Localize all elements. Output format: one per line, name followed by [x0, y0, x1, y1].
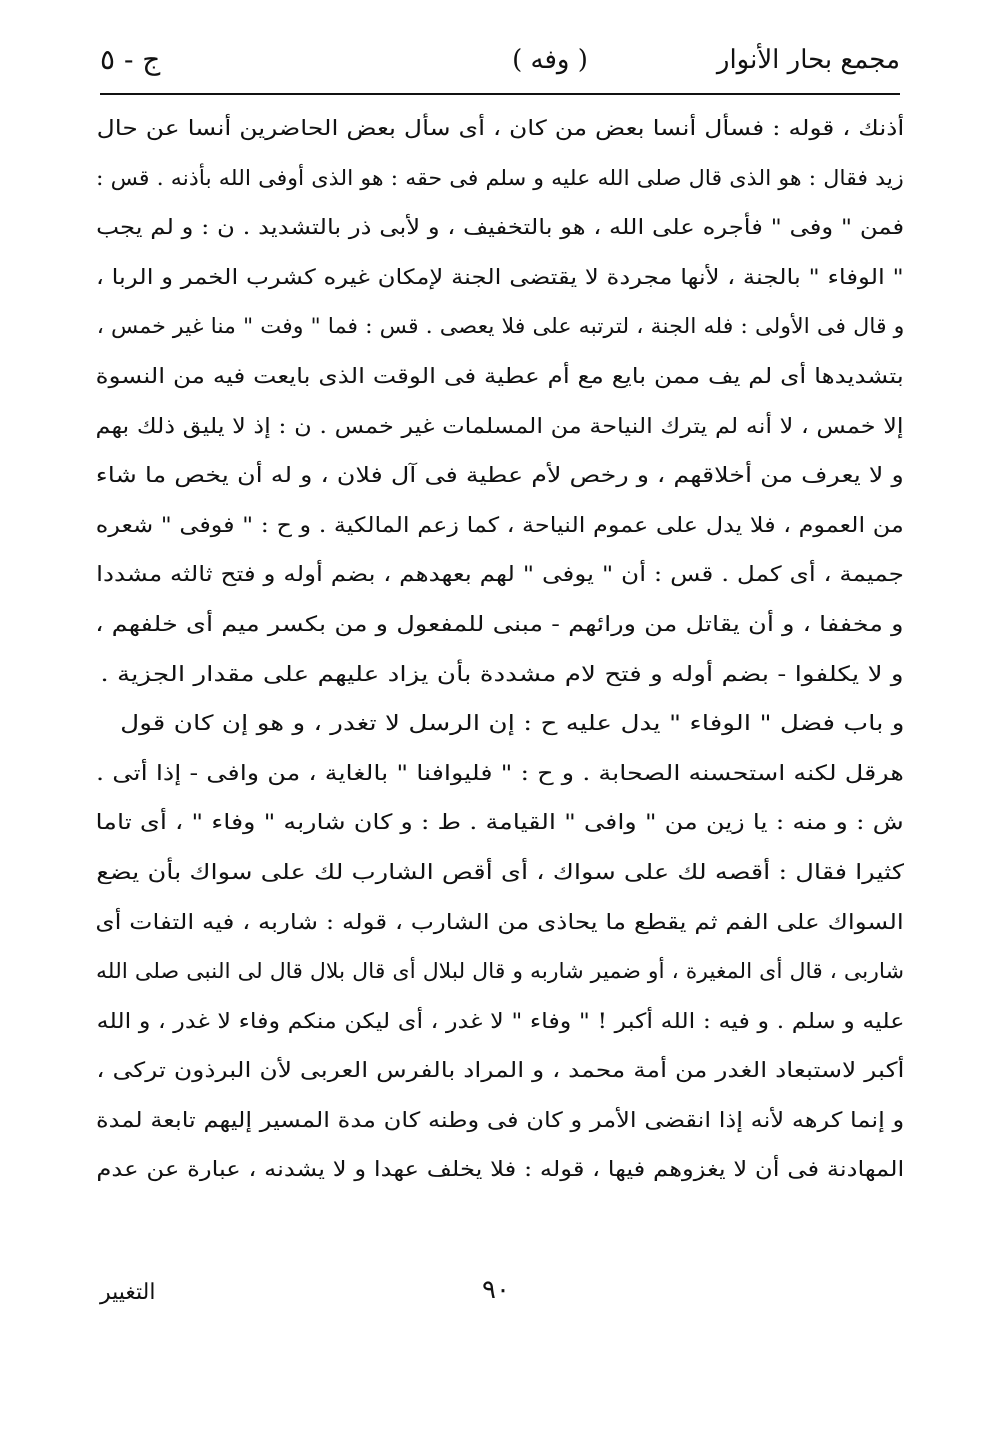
text-line: فمن " وفى " فأجره على الله ، هو بالتخفيف ، و لأبى ذر بالتشديد . ن : و لم يجب — [96, 215, 904, 240]
text-line: كثيرا فقال : أقصه لك على سواك ، أى أقص الشارب لك على سواك بأن يضع — [96, 859, 904, 884]
text-line: من العموم ، فلا يدل على عموم النياحة ، كما زعم المالكية . و ح : " فوفى " شعره — [96, 512, 904, 537]
text-line: ش : و منه : يا زين من " وافى " القيامة . ط : و كان شاربه " وفاء " ، أى تاما — [96, 810, 904, 835]
text-line: و لا يعرف من أخلاقهم ، و رخص لأم عطية فى آل فلان ، و له أن يخص ما شاء — [96, 463, 904, 488]
text-line: " الوفاء " بالجنة ، لأنها مجردة لا يقتضى الجنة لإمكان غيره كشرب الخمر و الربا ، — [96, 264, 904, 289]
text-line: السواك على الفم ثم يقطع ما يحاذى من الشارب ، قوله : شاربه ، فيه التفات أى — [96, 909, 904, 934]
text-line: المهادنة فى أن لا يغزوهم فيها ، قوله : فلا يخلف عهدا و لا يشدنه ، عبارة عن عدم — [96, 1157, 904, 1182]
main-text — [96, 104, 904, 1195]
text-line: بتشديدها أى لم يف ممن بايع مع أم عطية فى الوقت الذى بايعت فيه من النسوة — [96, 363, 904, 388]
catchword: التغيير — [100, 1280, 156, 1305]
page-number: ٩٠ — [482, 1275, 510, 1305]
text-line: أذنك ، قوله : فسأل أنسا بعض من كان ، أى سأل بعض الحاضرين أنسا عن حال — [96, 116, 904, 140]
text-line: أكبر لاستبعاد الغدر من أمة محمد ، و المراد بالفرس العربى لأن البرذون تركى ، — [96, 1058, 904, 1083]
text-line: إلا خمس ، لا أنه لم يترك النياحة من المسلمات غير خمس . ن : إذ لا يليق ذلك بهم — [96, 413, 904, 438]
page-header — [100, 40, 900, 90]
text-line: و إنما كرهه لأنه إذا انقضى الأمر و كان فى وطنه كان مدة المسير إليهم تابعة لمدة — [96, 1107, 904, 1132]
text-line: زيد فقال : هو الذى قال صلى الله عليه و سلم فى حقه : هو الذى أوفى الله بأذنه . قس : — [96, 165, 904, 190]
text-line: و مخففا ، و أن يقاتل من ورائهم - مبنى للمفعول و من بكسر ميم أى خلفهم ، — [96, 611, 904, 636]
text-line: عليه و سلم . و فيه : الله أكبر ! " وفاء " لا غدر ، أى ليكن منكم وفاء لا غدر ، و الله — [96, 1008, 904, 1033]
header-divider — [100, 93, 900, 95]
text-line: هرقل لكنه استحسنه الصحابة . و ح : " فليوافنا " بالغاية ، من وافى - إذا أتى . — [96, 760, 904, 785]
entry-heading: ( وفه ) — [512, 45, 588, 75]
text-line: شاربى ، قال أى المغيرة ، أو ضمير شاربه و قال لبلال أى قال بلال قال لى النبى صلى الله — [96, 959, 904, 984]
text-line: و قال فى الأولى : فله الجنة ، لترتبه على فلا يعصى . قس : فما " وفت " منا غير خمس ، — [96, 314, 904, 339]
text-line: و باب فضل " الوفاء " يدل عليه ح : إن الرسل لا تغدر ، و هو إن كان قول — [119, 711, 904, 736]
text-line: و لا يكلفوا - بضم أوله و فتح لام مشددة بأن يزاد عليهم على مقدار الجزية . — [100, 661, 904, 686]
volume-number: ج - ٥ — [100, 43, 161, 76]
book-title: مجمع بحار الأنوار — [716, 45, 900, 75]
text-line: جميمة ، أى كمل . قس : أن " يوفى " لهم بعهدهم ، بضم أوله و فتح ثالثه مشددا — [96, 562, 904, 587]
